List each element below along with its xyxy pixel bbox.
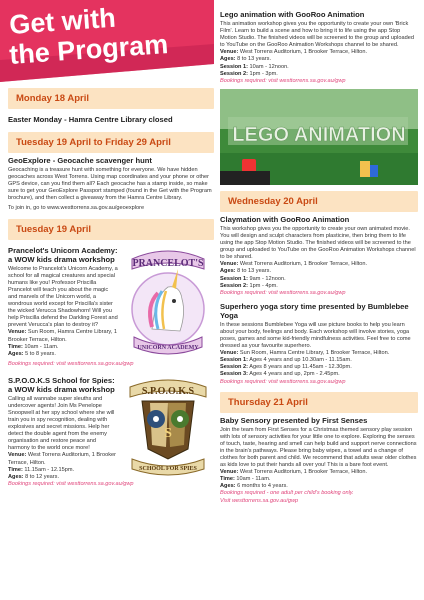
venue-label: Venue: <box>8 452 27 459</box>
date-tuesday-19: Tuesday 19 April <box>8 219 214 240</box>
yoga-session1: Ages 4 years and up 10.30am - 11.15am. <box>249 357 352 364</box>
claymation-ages: 8 to 13 years. <box>237 268 272 275</box>
lego-session2: 1pm - 3pm. <box>249 70 278 77</box>
time-label: Time: <box>8 466 23 473</box>
spooks-time: 11.15am - 12.15pm. <box>24 466 75 473</box>
lego-photo-text: LEGO ANIMATION <box>232 123 406 146</box>
lego-ages: 8 to 13 years. <box>237 56 272 63</box>
ages-label: Ages: <box>8 473 24 480</box>
prancelot-body: Welcome to Prancelot's Unicorn Academy, a school for all magical creatures and special humans like you! Professor Priscilla Prancelot will teach you about the magic and marvels of the Unicorn world, a wondrous world except for Priscilla's sister the wicked Verucca Shadowhorn! Will you help Priscilla defend the Darkling Forest and prevent Verucca's plan to destroy it? <box>8 265 118 329</box>
claymation-bookings[interactable]: Bookings required: visit westtorrens.sa.gov.au/gwp <box>220 289 346 296</box>
prancelot-logo-text2: UNICORN ACADEMY <box>137 344 199 351</box>
lego-title: Lego animation with GooRoo Animation <box>220 10 365 19</box>
lego-body: This animation workshop gives you the opportunity to create your own 'Brick Film'. Learn to build a scene and how to bring it to life using the app Stop Motion Studio. The finished videos will be screened to the group and uploaded to YouTube on the GooRoo Animation Workshops channel to be shared. <box>220 21 414 49</box>
spooks-title: S.P.O.O.K.S School for Spies: a WOW kids drama workshop <box>8 375 115 394</box>
prancelot-ages: 5 to 8 years. <box>25 350 56 357</box>
session3-label: Session 3: <box>220 371 248 378</box>
claymation-venue: West Torrens Auditorium, 1 Brooker Terrace, Hilton. <box>239 261 368 268</box>
baby-sensory-ages: 6 months to 4 years. <box>237 483 288 490</box>
ages-label: Ages: <box>220 483 236 490</box>
spooks-logo-text2: SCHOOL FOR SPIES <box>139 465 197 472</box>
prancelot-venue: Sun Room, Hamra Centre Library, 1 Brooker Terrace, Hilton. <box>8 329 118 343</box>
yoga-session2: Ages 8 years and up 11.45am - 12.30pm. <box>249 364 352 371</box>
session1-label: Session 1: <box>220 63 248 70</box>
geoexplore-body: Geocaching is a treasure hunt with something for everyone. We have hidden geocaches across West Torrens. Using map coordinates and your phone or other GPS device, can you find them all? Each geocache has a stamp inside, so make sure to get your GeoExplore Passport stamped (found in the Get with the Program brochure), and then collect a giveaway from the Hamra Centre Library. <box>8 167 212 202</box>
svg-text:S: S <box>164 425 172 441</box>
venue-label: Venue: <box>220 49 239 56</box>
session2-label: Session 2: <box>220 70 248 77</box>
spooks-bookings[interactable]: Bookings required: visit westtorrens.sa.gov.au/gwp <box>8 480 134 487</box>
claymation-body: This workshop gives you the opportunity to create your own animated movie. You will design and sculpt characters from plasticine, then bring them to life using the app Stop Motion Studio. The finished videos will be screened to the group and uploaded to YouTube on the GooRoo Animation Workshops channel to be shared. <box>220 225 416 261</box>
lego-venue: West Torrens Auditorium, 1 Brooker Terrace, Hilton. <box>239 49 368 56</box>
time-label: Time: <box>8 343 23 350</box>
spooks-ages: 8 to 12 years. <box>25 473 60 480</box>
ages-label: Ages: <box>8 350 24 357</box>
ages-label: Ages: <box>220 56 236 63</box>
lego-animation-photo <box>220 89 418 185</box>
prancelot-title: Prancelot's Unicorn Academy: a WOW kids drama workshop <box>8 245 118 264</box>
session2-label: Session 2: <box>220 282 248 289</box>
session2-label: Session 2: <box>220 364 248 371</box>
geoexplore-title: GeoExplore - Geocache scavenger hunt <box>8 156 152 165</box>
venue-label: Venue: <box>8 329 27 336</box>
baby-sensory-title: Baby Sensory presented by First Senses <box>220 415 368 425</box>
prancelot-logo <box>122 243 214 361</box>
claymation-title: Claymation with GooRoo Animation <box>220 214 350 224</box>
date-monday-18: Monday 18 April <box>8 88 214 109</box>
lego-bookings[interactable]: Bookings required: visit westtorrens.sa.gov.au/gwp <box>220 77 346 84</box>
yoga-session3: Ages 4 years and up, 2pm - 2.45pm. <box>249 371 340 378</box>
date-thursday-21: Thursday 21 April <box>220 392 418 413</box>
baby-sensory-visit-link[interactable]: Visit westtorrens.sa.gov.au/gwp <box>220 497 299 504</box>
date-tuesday-range: Tuesday 19 April to Friday 29 April <box>8 132 214 153</box>
right-column <box>220 0 418 505</box>
spooks-logo <box>122 373 214 477</box>
left-column <box>8 0 214 488</box>
geoexplore-join-link[interactable]: To join in, go to www.westtorrens.sa.gov.au/geoexplore <box>8 205 145 212</box>
venue-label: Venue: <box>220 350 239 357</box>
time-label: Time: <box>220 476 235 483</box>
easter-monday-closed: Easter Monday - Hamra Centre Library closed <box>8 115 173 124</box>
claymation-session2: 1pm - 4pm. <box>249 282 278 289</box>
venue-label: Venue: <box>220 469 239 476</box>
session1-label: Session 1: <box>220 357 248 364</box>
banner-line1: Get with <box>8 2 117 40</box>
spooks-logo-text: S.P.O.O.K.S <box>141 385 195 397</box>
spooks-body: Calling all wannabe super sleuths and undercover agents! Join Ms Penelope Snoopwell at her spy school where she will train you in spy recognition, dealing with explosives and secret missions. Help her detect the double agent from the enemy organisation and restore peace and harmony to the world once more! <box>8 395 115 452</box>
venue-label: Venue: <box>220 261 239 268</box>
prancelot-logo-text: PRANCELOT'S <box>132 257 204 269</box>
yoga-title: Superhero yoga story time presented by Bumblebee Yoga <box>220 301 409 320</box>
baby-sensory-body: Join the team from First Senses for a Christmas themed sensory play session with lots of sensory activities for your little one to explore. Exploring the senses of touch, taste, hearing and smell can help build and support nerve connections in the brain's pathways. Please bring baby wipes, a towel and a change of clothes for both parent and child. We recommend that adults wear older clothes as kids love to put their hands all over you! This is a bare foot event. <box>220 426 417 469</box>
yoga-body: In these sessions Bumblebee Yoga will use picture books to help you learn about your body, feelings and body. Each workshop will involve stories, yoga poses, games and some kid-friendly mindfulness activities. Feel free to come dressed as your favourite superhero. <box>220 321 411 350</box>
baby-sensory-venue: West Torrens Auditorium, 1 Brooker Terrace, Hilton. <box>239 469 368 476</box>
banner-line2: the Program <box>8 28 170 70</box>
baby-sensory-bookings: Bookings required - one adult per child's booking only. <box>220 490 354 497</box>
date-wednesday-20: Wednesday 20 April <box>220 191 418 212</box>
spooks-venue: West Torrens Auditorium, 1 Brooker Terrace, Hilton. <box>8 452 116 466</box>
yoga-venue: Sun Room, Hamra Centre Library, 1 Brooker Terrace, Hilton. <box>239 350 390 357</box>
lego-session1: 10am - 12noon. <box>249 63 289 70</box>
prancelot-time: 10am - 11am. <box>24 343 59 350</box>
session1-label: Session 1: <box>220 275 248 282</box>
ages-label: Ages: <box>220 268 236 275</box>
baby-sensory-time: 10am - 11am. <box>236 476 271 483</box>
yoga-bookings[interactable]: Bookings required: visit westtorrens.sa.gov.au/gwp <box>220 378 346 385</box>
claymation-session1: 9am - 12noon. <box>249 275 286 282</box>
prancelot-bookings[interactable]: Bookings required: visit westtorrens.sa.gov.au/gwp <box>8 360 134 367</box>
